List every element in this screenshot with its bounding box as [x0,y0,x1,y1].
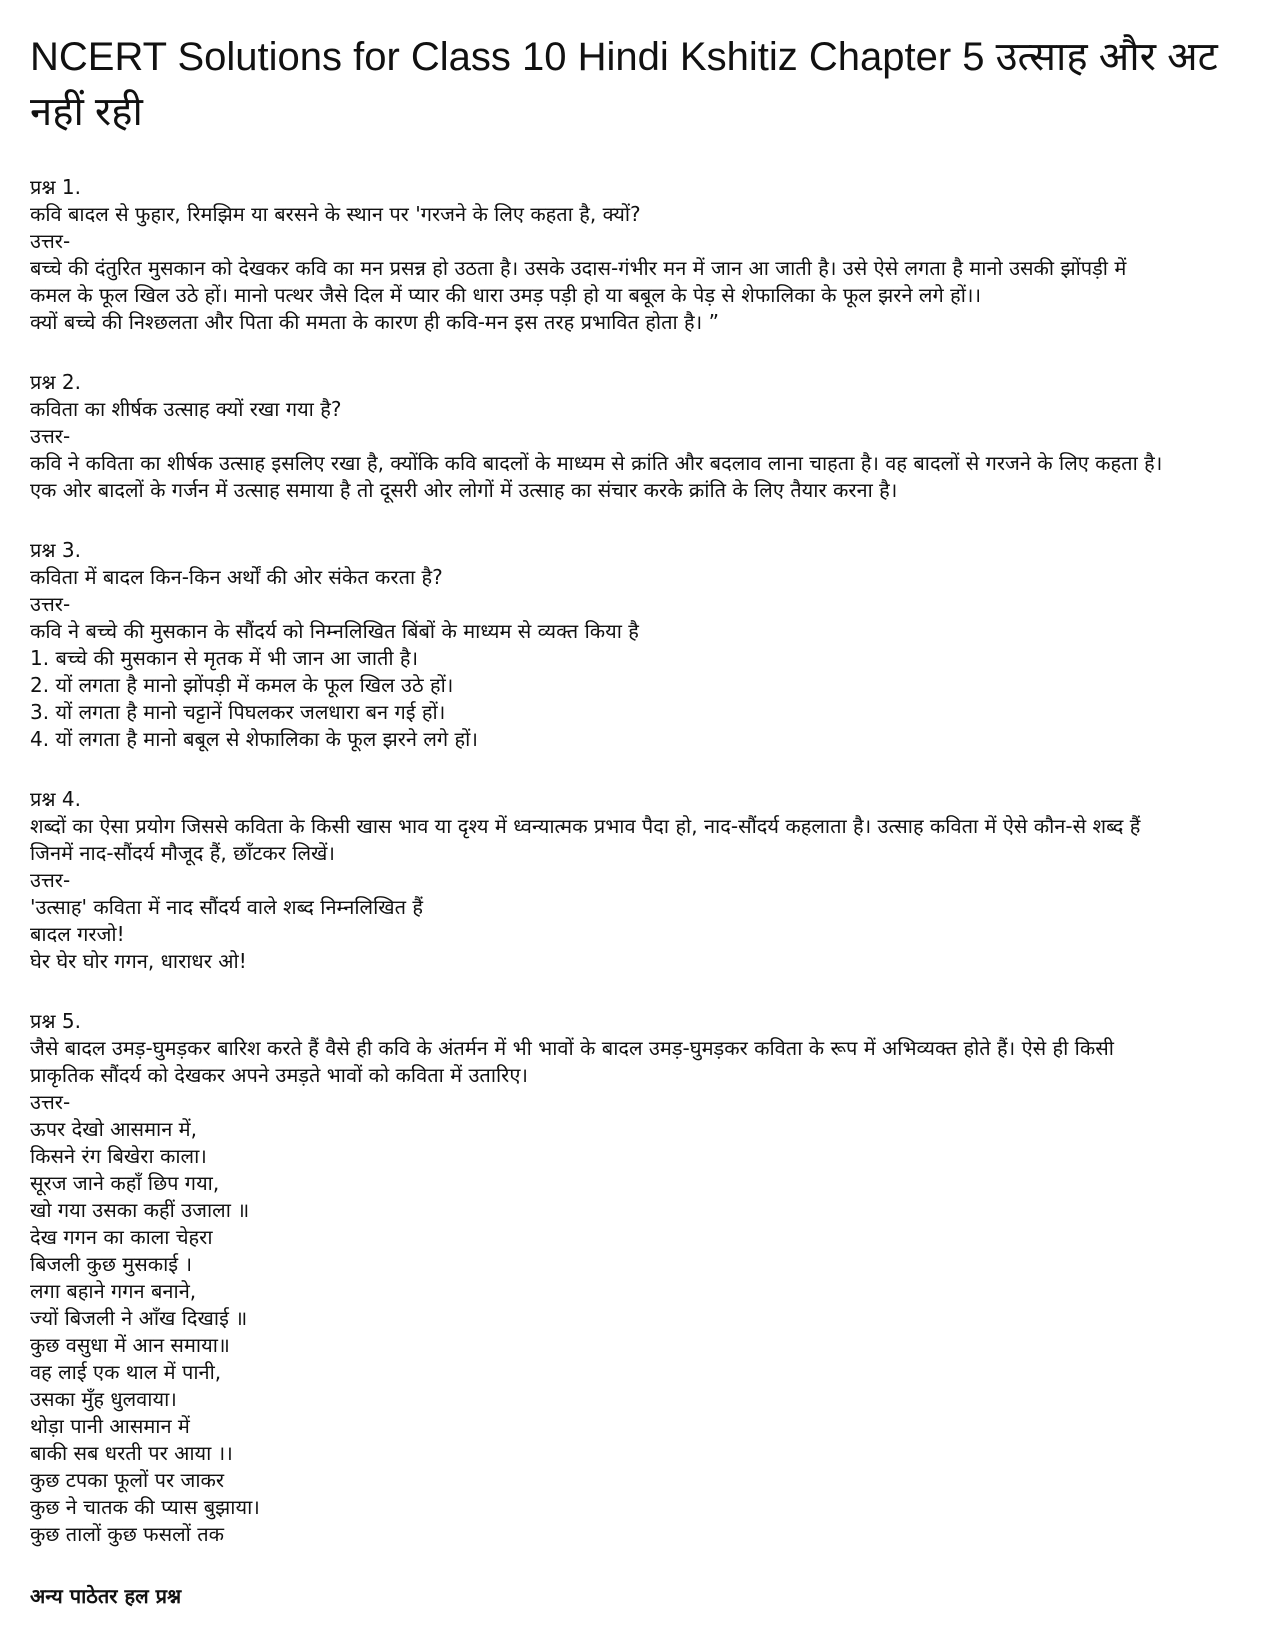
answer-line: कवि ने कविता का शीर्षक उत्साह इसलिए रखा है, क्योंकि कवि बादलों के माध्यम से क्रांति और बदलाव लाना चाहता है। वह बादलों से गरजने के लिए कहता है। [30,451,1163,475]
poem-line: थोड़ा पानी आसमान में [30,1414,190,1438]
poem-line: सूरज जाने कहाँ छिप गया, [30,1171,220,1195]
answer-line: बच्चे की दंतुरित मुसकान को देखकर कवि का मन प्रसन्न हो उठता है। उसके उदास-गंभीर मन में जान आ जाती है। उसे ऐसे लगता है मानो उसकी झोंपड़ी में [30,256,1127,280]
question-block-5 [30,1008,1255,1548]
question-label: प्रश्न 4. [30,787,81,811]
document-page [30,30,1255,1548]
question-text: जैसे बादल उमड़-घुमड़कर बारिश करते हैं वैसे ही कवि के अंतर्मन में भी भावों के बादल उमड़-घुमड़कर कविता के रूप में अभिव्यक्त होते हैं। ऐसे ही किसी [30,1036,1114,1060]
poem-line: किसने रंग बिखेरा काला। [30,1144,207,1168]
question-block-3 [30,537,1255,753]
answer-label: उत्तर- [30,229,71,253]
poem-line: ऊपर देखो आसमान में, [30,1117,197,1141]
section-heading-other-questions: अन्य पाठेतर हल प्रश्न [30,1584,182,1608]
poem-line: बाकी सब धरती पर आया ।। [30,1441,233,1465]
question-label: प्रश्न 1. [30,175,81,199]
answer-label: उत्तर- [30,592,71,616]
question-text: जिनमें नाद-सौंदर्य मौजूद हैं, छाँटकर लिखें। [30,841,335,865]
poem-line: कुछ तालों कुछ फसलों तक [30,1522,224,1546]
title-line-1: NCERT Solutions for Class 10 Hindi Kshitiz Chapter 5 उत्साह और अट [30,35,1218,79]
poem-line: बिजली कुछ मुसकाई । [30,1252,193,1276]
question-label: प्रश्न 5. [30,1009,81,1033]
question-label: प्रश्न 3. [30,538,81,562]
answer-line: घेर घेर घोर गगन, धाराधर ओ! [30,949,247,973]
question-text: प्राकृतिक सौंदर्य को देखकर अपने उमड़ते भावों को कविता में उतारिए। [30,1063,528,1087]
answer-line: कवि ने बच्चे की मुसकान के सौंदर्य को निम्नलिखित बिंबों के माध्यम से व्यक्त किया है [30,619,639,643]
answer-label: उत्तर- [30,424,71,448]
answer-line: क्यों बच्चे की निश्छलता और पिता की ममता के कारण ही कवि-मन इस तरह प्रभावित होता है। ” [30,310,719,334]
poem-line: देख गगन का काला चेहरा [30,1225,213,1249]
answer-label: उत्तर- [30,868,71,892]
poem-line: खो गया उसका कहीं उजाला ॥ [30,1198,250,1222]
title-line-2: नहीं रही [30,90,143,134]
answer-list-item: 4. यों लगता है मानो बबूल से शेफालिका के फूल झरने लगे हों। [30,727,478,751]
poem-line: कुछ टपका फूलों पर जाकर [30,1468,225,1492]
question-label: प्रश्न 2. [30,370,81,394]
poem-line: ज्यों बिजली ने आँख दिखाई ॥ [30,1306,248,1330]
answer-label: उत्तर- [30,1090,71,1114]
question-text: कविता का शीर्षक उत्साह क्यों रखा गया है? [30,397,342,421]
answer-line: बादल गरजो! [30,922,125,946]
question-text: शब्दों का ऐसा प्रयोग जिससे कविता के किसी खास भाव या दृश्य में ध्वन्यात्मक प्रभाव पैदा हो, नाद-सौंदर्य कहलाता है। उत्साह कविता में ऐसे कौन-से शब्द हैं [30,814,1141,838]
poem-line: कुछ ने चातक की प्यास बुझाया। [30,1495,260,1519]
question-text: कवि बादल से फुहार, रिमझिम या बरसने के स्थान पर 'गरजने के लिए कहता है, क्यों? [30,202,641,226]
question-block-2 [30,369,1255,504]
answer-list-item: 1. बच्चे की मुसकान से मृतक में भी जान आ जाती है। [30,646,419,670]
answer-line: एक ओर बादलों के गर्जन में उत्साह समाया है तो दूसरी ओर लोगों में उत्साह का संचार करके क्रांति के लिए तैयार करना है। [30,478,898,502]
answer-line: 'उत्साह' कविता में नाद सौंदर्य वाले शब्द निम्नलिखित हैं [30,895,424,919]
page-title [30,30,1255,140]
poem-line: उसका मुँह धुलवाया। [30,1387,177,1411]
answer-list-item: 2. यों लगता है मानो झोंपड़ी में कमल के फूल खिल उठे हों। [30,673,454,697]
question-block-4 [30,786,1255,975]
answer-line: कमल के फूल खिल उठे हों। मानो पत्थर जैसे दिल में प्यार की धारा उमड़ पड़ी हो या बबूल के पेड़ से शेफालिका के फूल झरने लगे हों।। [30,283,982,307]
poem-line: लगा बहाने गगन बनाने, [30,1279,197,1303]
poem-line: वह लाई एक थाल में पानी, [30,1360,222,1384]
question-block-1 [30,174,1255,336]
poem-line: कुछ वसुधा में आन समाया॥ [30,1333,230,1357]
question-text: कविता में बादल किन-किन अर्थों की ओर संकेत करता है? [30,565,443,589]
answer-list-item: 3. यों लगता है मानो चट्टानें पिघलकर जलधारा बन गई हों। [30,700,446,724]
